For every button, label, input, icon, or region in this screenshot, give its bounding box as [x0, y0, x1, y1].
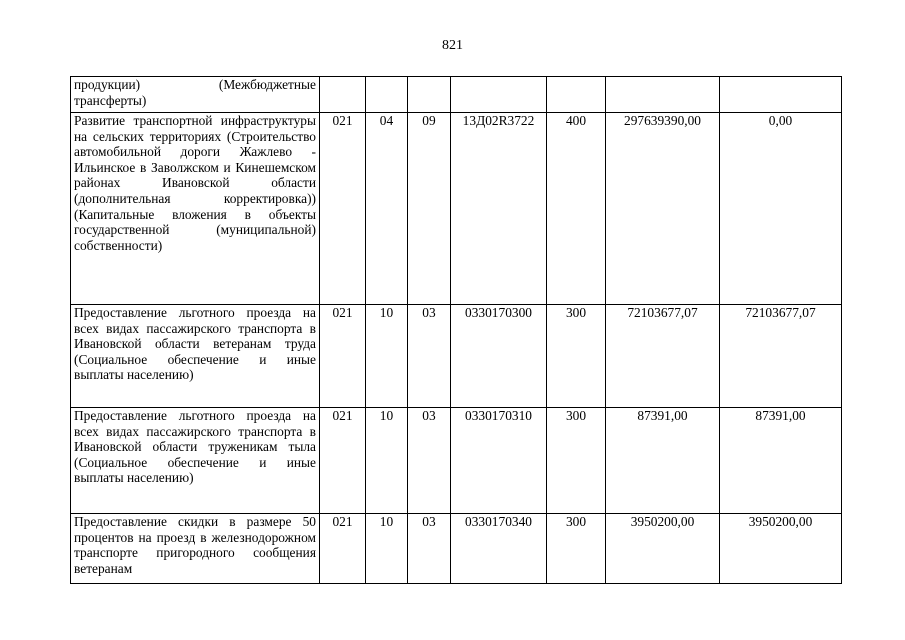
row-description: Развитие транспортной инфраструктуры на сельских территориях (Строительство автомобильной дороги Жажлево - Ильинское в Заволжском и Кинешемском районах Ивановской области (дополнительная корректировка)) (Капитальные вложения в объекты государственной (муниципальной) собственности)	[71, 113, 320, 305]
ministry-code: 021	[320, 113, 366, 305]
subsection-code: 03	[408, 408, 451, 514]
ministry-code: 021	[320, 408, 366, 514]
table-row	[71, 77, 842, 113]
amount-year-2: 72103677,07	[720, 305, 842, 408]
target-article-code: 13Д02R3722	[451, 113, 547, 305]
subsection-code	[408, 77, 451, 113]
expense-type-code	[547, 77, 606, 113]
row-description: продукции) (Межбюджетные трансферты)	[71, 77, 320, 113]
ministry-code: 021	[320, 514, 366, 584]
target-article-code: 0330170300	[451, 305, 547, 408]
expense-type-code: 300	[547, 408, 606, 514]
target-article-code: 0330170340	[451, 514, 547, 584]
ministry-code: 021	[320, 305, 366, 408]
subsection-code: 03	[408, 514, 451, 584]
row-description: Предоставление льготного проезда на всех видах пассажирского транспорта в Ивановской области ветеранам труда (Социальное обеспечение и иные выплаты населению)	[71, 305, 320, 408]
amount-year-2: 87391,00	[720, 408, 842, 514]
row-description: Предоставление скидки в размере 50 процентов на проезд в железнодорожном транспорте пригородного сообщения ветеранам	[71, 514, 320, 584]
section-code	[366, 77, 408, 113]
table-row	[71, 113, 842, 305]
section-code: 04	[366, 113, 408, 305]
section-code: 10	[366, 408, 408, 514]
ministry-code	[320, 77, 366, 113]
amount-year-2: 0,00	[720, 113, 842, 305]
amount-year-1: 297639390,00	[606, 113, 720, 305]
expense-type-code: 400	[547, 113, 606, 305]
target-article-code: 0330170310	[451, 408, 547, 514]
subsection-code: 09	[408, 113, 451, 305]
expense-type-code: 300	[547, 305, 606, 408]
expense-type-code: 300	[547, 514, 606, 584]
amount-year-2: 3950200,00	[720, 514, 842, 584]
amount-year-1: 72103677,07	[606, 305, 720, 408]
amount-year-1: 87391,00	[606, 408, 720, 514]
row-description: Предоставление льготного проезда на всех видах пассажирского транспорта в Ивановской области труженикам тыла (Социальное обеспечение и иные выплаты населению)	[71, 408, 320, 514]
table-row	[71, 514, 842, 584]
section-code: 10	[366, 514, 408, 584]
amount-year-2	[720, 77, 842, 113]
budget-table	[70, 76, 842, 584]
amount-year-1: 3950200,00	[606, 514, 720, 584]
page-number: 821	[442, 38, 463, 53]
amount-year-1	[606, 77, 720, 113]
section-code: 10	[366, 305, 408, 408]
subsection-code: 03	[408, 305, 451, 408]
target-article-code	[451, 77, 547, 113]
table-row	[71, 305, 842, 408]
table-row	[71, 408, 842, 514]
